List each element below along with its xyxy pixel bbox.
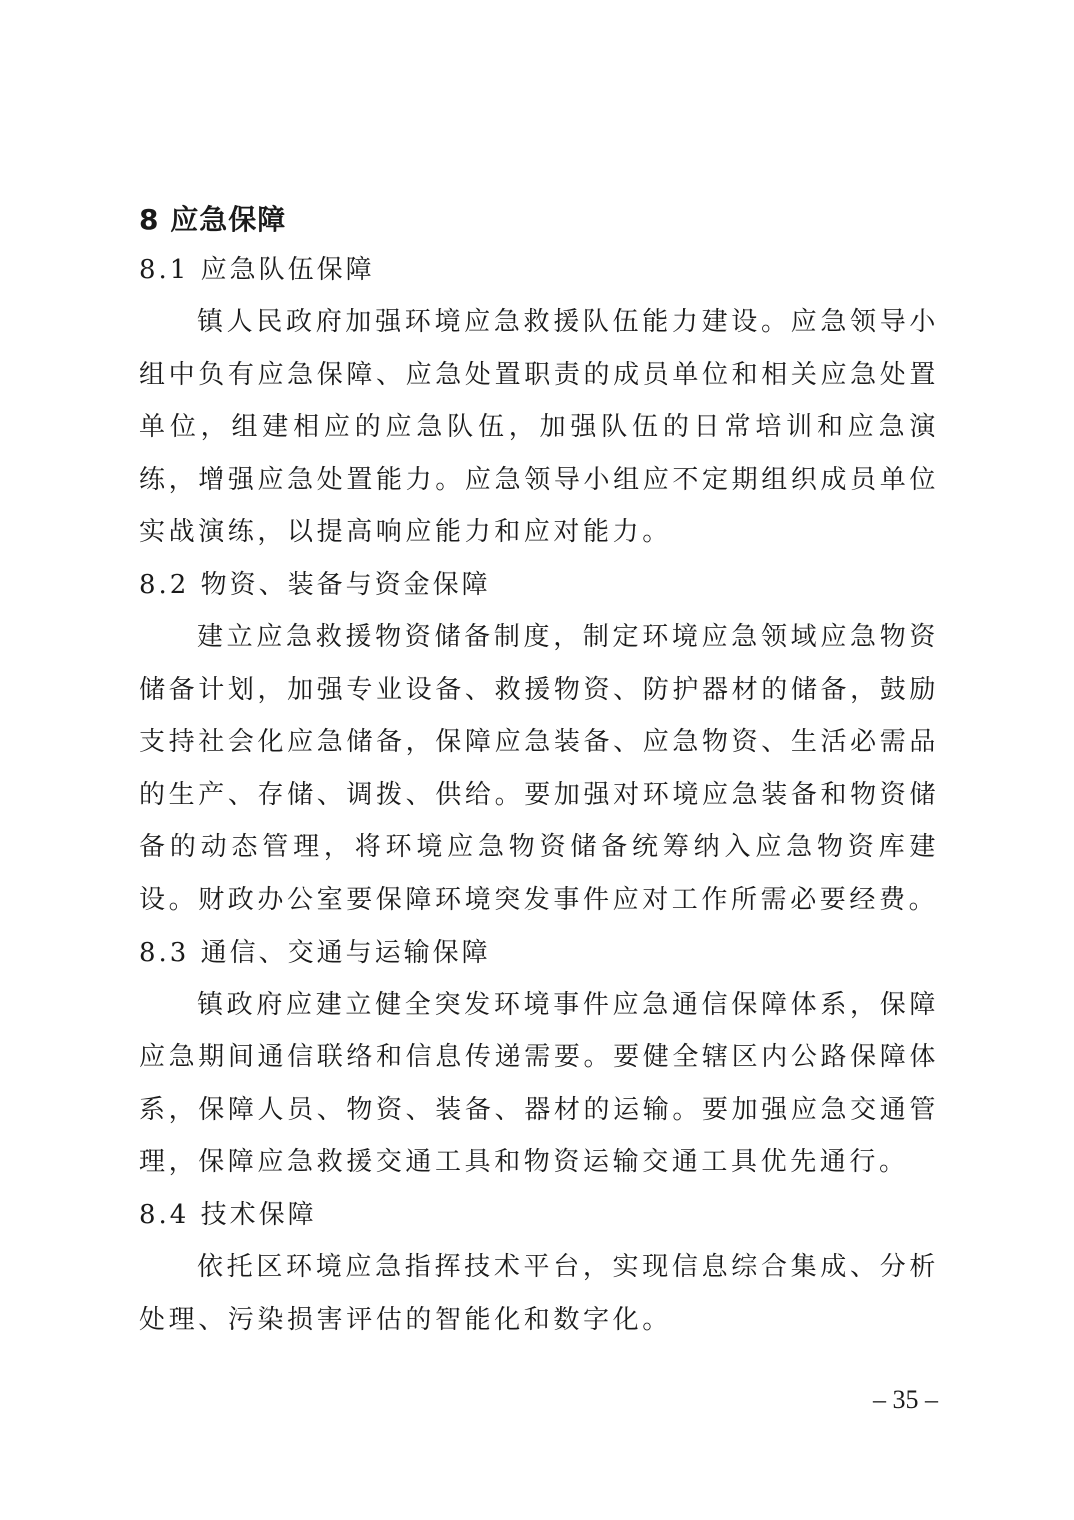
section-heading-8-1: 8.1 应急队伍保障 — [139, 255, 375, 285]
page-number: – 35 – — [873, 1385, 938, 1414]
section-heading-8-2: 8.2 物资、装备与资金保障 — [139, 569, 491, 600]
section-paragraph-8-1: 镇人民政府加强环境应急救援队伍能力建设。应急领导小组中负有应急保障、应急处置职责的成员单位和相关应急处置单位，组建相应的应急队伍，加强队伍的日常培训和应急演练，增强应急处置能力。应急领导小组应不定期组织成员单位实战演练，以提高响应能力和应对能力。 — [139, 307, 939, 548]
chapter-title: 8 应急保障 — [139, 203, 287, 236]
section-paragraph-8-2: 建立应急救援物资储备制度，制定环境应急领域应急物资储备计划，加强专业设备、救援物资、防护器材的储备，鼓励支持社会化应急储备，保障应急装备、应急物资、生活必需品的生产、存储、调拨、供给。要加强对环境应急装备和物资储备的动态管理，将环境应急物资储备统筹纳入应急物资库建设。财政办公室要保障环境突发事件应对工作所需必要经费。 — [139, 621, 939, 915]
section-heading-8-3: 8.3 通信、交通与运输保障 — [139, 937, 491, 968]
page-content — [139, 196, 939, 1346]
section-paragraph-8-4: 依托区环境应急指挥技术平台，实现信息综合集成、分析处理、污染损害评估的智能化和数字化。 — [139, 1251, 939, 1335]
section-paragraph-8-3: 镇政府应建立健全突发环境事件应急通信保障体系，保障应急期间通信联络和信息传递需要。要健全辖区内公路保障体系，保障人员、物资、装备、器材的运输。要加强应急交通管理，保障应急救援交通工具和物资运输交通工具优先通行。 — [139, 989, 939, 1178]
section-heading-8-4: 8.4 技术保障 — [139, 1199, 317, 1230]
